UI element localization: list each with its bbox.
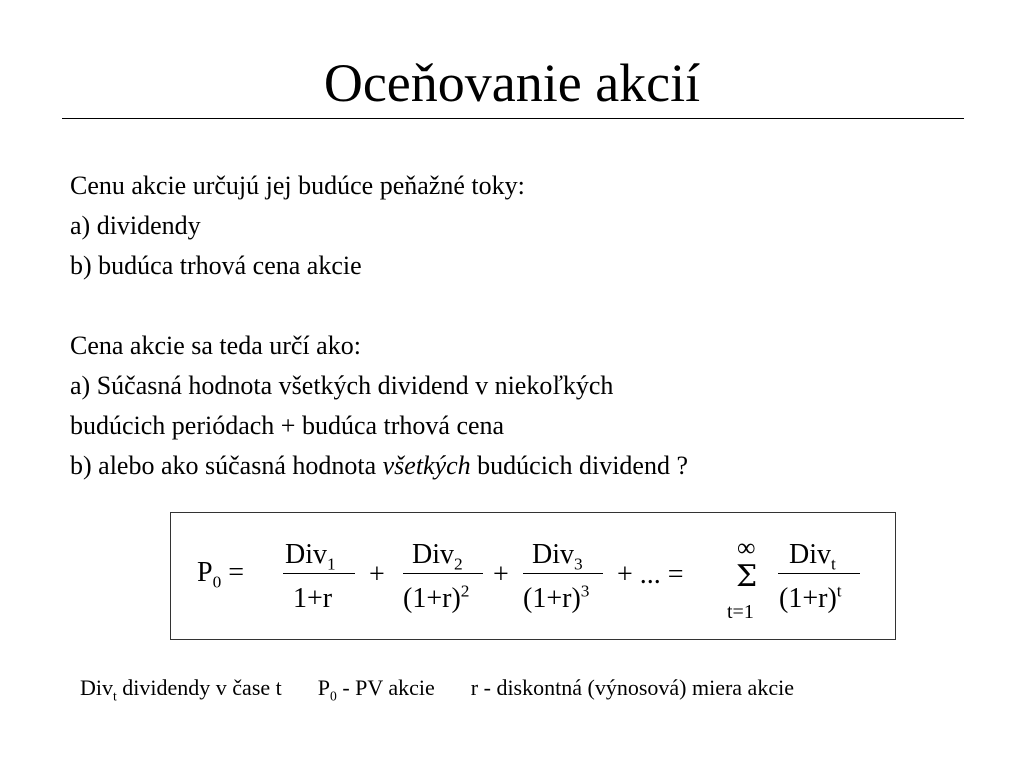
sigma-symbol: Σ bbox=[736, 559, 758, 594]
body-line-5: a) Súčasná hodnota všetkých dividend v niekoľkých bbox=[70, 371, 614, 400]
body-line-7 bbox=[70, 446, 970, 486]
legend-p0-text: - PV akcie bbox=[336, 675, 435, 700]
body-line-7-post: budúcich dividend ? bbox=[470, 451, 689, 480]
body-text bbox=[70, 166, 970, 486]
slide-title: Oceňovanie akcií bbox=[323, 53, 701, 113]
term1-num-sub: 1 bbox=[327, 554, 336, 574]
p0-subscript: 0 bbox=[212, 572, 222, 592]
paragraph-gap bbox=[70, 286, 970, 326]
formula-box bbox=[170, 512, 896, 640]
ellipsis-equals: + ... = bbox=[617, 559, 684, 590]
legend-p0-symbol: P bbox=[317, 675, 331, 700]
legend-r: r - diskontná (výnosová) miera akcie bbox=[470, 675, 794, 700]
term2-den-sup: 2 bbox=[460, 581, 470, 601]
term2-denominator bbox=[403, 583, 469, 615]
term-t-denominator bbox=[779, 583, 842, 615]
legend-div-sub: t bbox=[113, 688, 117, 704]
infinity-symbol: ∞ bbox=[737, 533, 756, 562]
term3-den-text: (1+r) bbox=[523, 583, 581, 614]
sum-lower-bound: t=1 bbox=[727, 601, 754, 623]
p0-symbol: P bbox=[197, 557, 213, 588]
term3-denominator bbox=[523, 583, 589, 615]
legend-div-text: dividendy v čase t bbox=[116, 675, 282, 700]
term-t-fraction-bar bbox=[778, 573, 860, 574]
title-divider bbox=[62, 118, 964, 119]
legend bbox=[80, 675, 794, 704]
body-line-7-emphasis: všetkých bbox=[382, 451, 471, 480]
term2-num-text: Div bbox=[412, 539, 454, 570]
body-line-4: Cena akcie sa teda určí ako: bbox=[70, 331, 361, 360]
term1-fraction-bar bbox=[283, 573, 355, 574]
body-line-6: budúcich periódach + budúca trhová cena bbox=[70, 411, 505, 440]
body-line-7-pre: b) alebo ako súčasná hodnota bbox=[70, 451, 383, 480]
term2-den-text: (1+r) bbox=[403, 583, 461, 614]
term3-num-text: Div bbox=[532, 539, 574, 570]
legend-p0-sub: 0 bbox=[330, 688, 337, 704]
term-t-den-sup: t bbox=[836, 581, 842, 601]
body-line-1: Cenu akcie určujú jej budúce peňažné toky: bbox=[70, 171, 525, 200]
term-t-den-text: (1+r) bbox=[779, 583, 837, 614]
term2-fraction-bar bbox=[403, 573, 483, 574]
body-line-3: b) budúca trhová cena akcie bbox=[70, 251, 362, 280]
term3-numerator bbox=[532, 539, 583, 574]
term-t-num-sub: t bbox=[831, 554, 836, 574]
plus-2: + bbox=[493, 559, 509, 590]
legend-p0 bbox=[317, 675, 435, 704]
term-t-num-text: Div bbox=[789, 539, 831, 570]
term-t-numerator bbox=[789, 539, 836, 574]
term3-fraction-bar bbox=[523, 573, 603, 574]
p0-equals: = bbox=[228, 557, 245, 588]
term1-num-text: Div bbox=[285, 539, 327, 570]
term2-numerator bbox=[412, 539, 463, 574]
body-line-2: a) dividendy bbox=[70, 211, 201, 240]
plus-1: + bbox=[369, 559, 385, 590]
legend-div-symbol: Div bbox=[80, 675, 113, 700]
term1-numerator bbox=[285, 539, 336, 574]
term3-den-sup: 3 bbox=[580, 581, 590, 601]
term3-num-sub: 3 bbox=[574, 554, 583, 574]
legend-div bbox=[80, 675, 282, 704]
term2-num-sub: 2 bbox=[454, 554, 463, 574]
term1-denominator: 1+r bbox=[293, 583, 333, 614]
formula-p0 bbox=[197, 557, 245, 592]
